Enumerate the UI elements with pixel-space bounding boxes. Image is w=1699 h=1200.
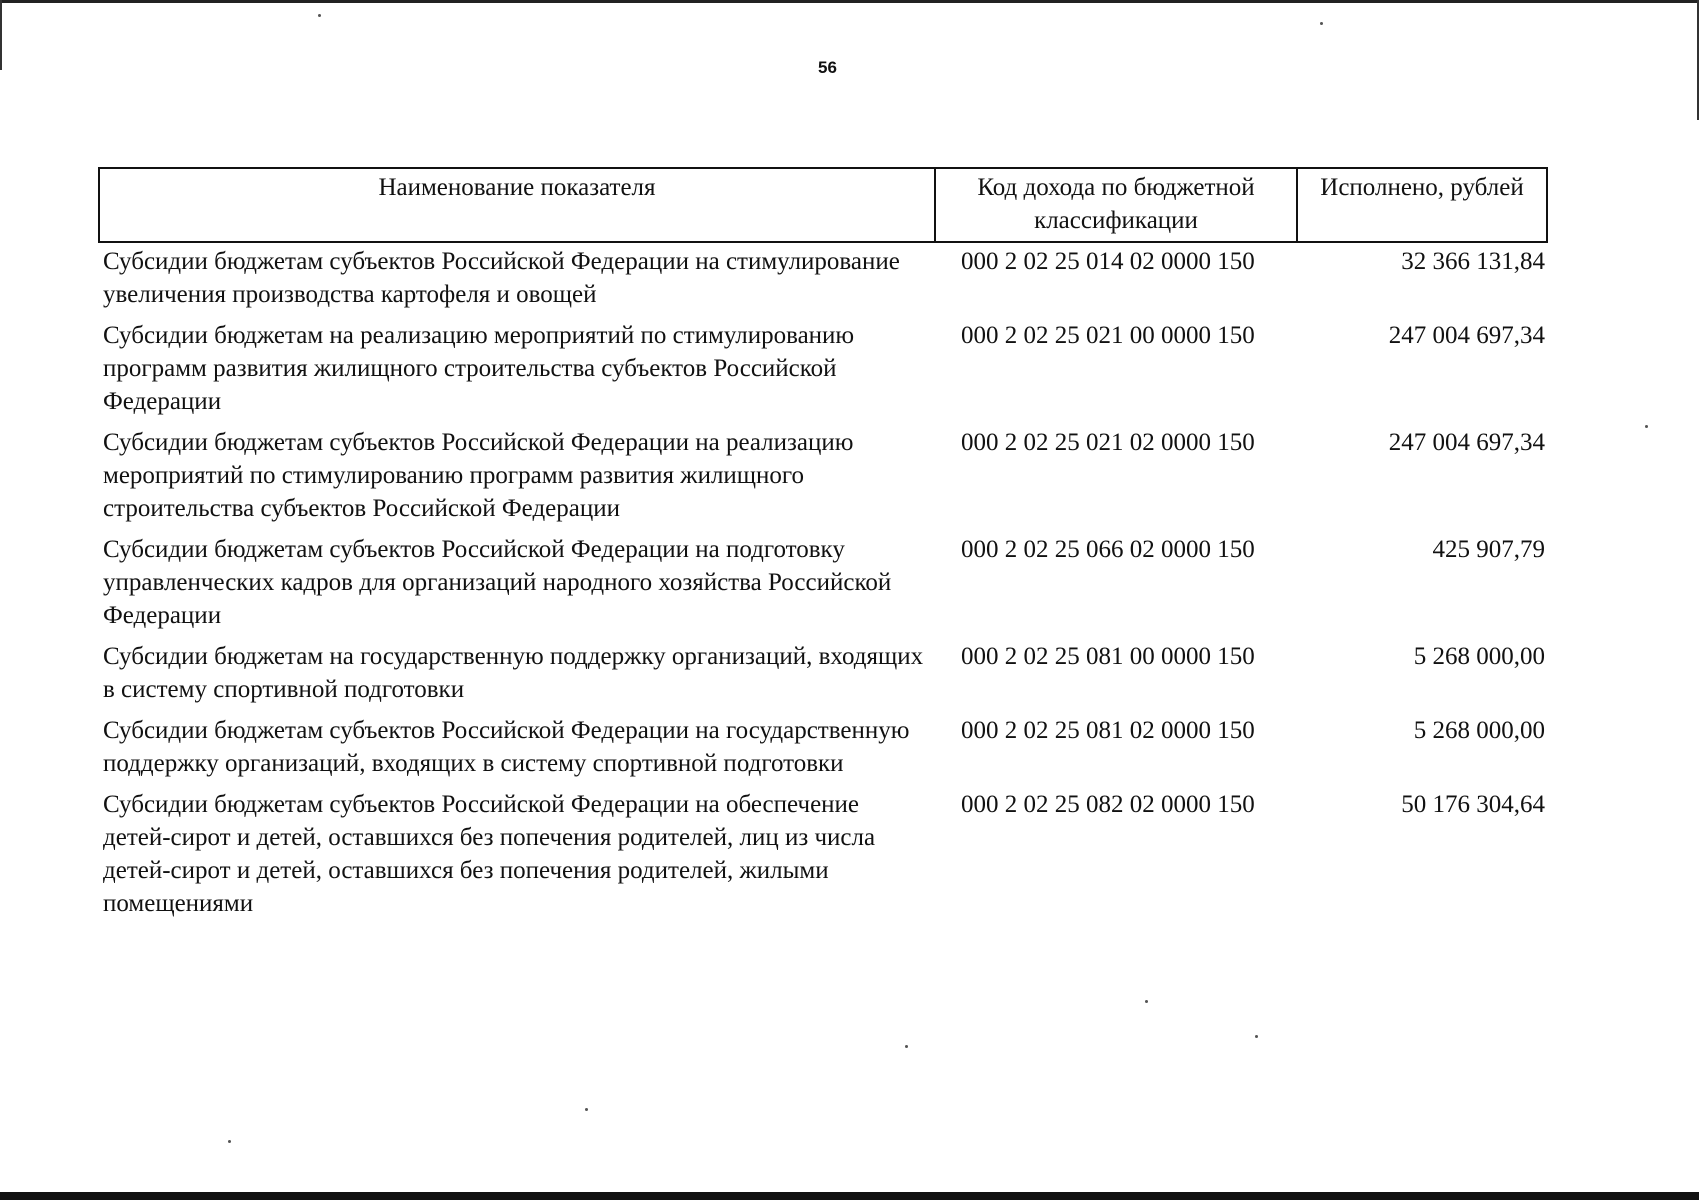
row-amount: 5 268 000,00 [1413,717,1545,744]
left-scan-edge [0,0,2,70]
row-code: 000 2 02 25 081 02 0000 150 [961,717,1255,744]
scan-speck [1255,1035,1258,1038]
row-name: Субсидии бюджетам на государственную поддержку организаций, входящих в систему спортивной подготовки [103,643,924,703]
row-code: 000 2 02 25 082 02 0000 150 [961,791,1255,818]
table-row [99,426,1547,533]
scan-speck [1645,425,1648,428]
header-name: Наименование показателя [99,168,935,242]
row-amount: 50 176 304,64 [1401,791,1545,818]
row-code: 000 2 02 25 014 02 0000 150 [961,248,1255,275]
row-code: 000 2 02 25 021 00 0000 150 [961,322,1255,349]
scan-speck [905,1045,908,1048]
row-code: 000 2 02 25 066 02 0000 150 [961,536,1255,563]
row-name: Субсидии бюджетам субъектов Российской Федерации на подготовку управленческих кадров для организаций народного хозяйства Российской Федерации [103,536,892,629]
row-amount: 5 268 000,00 [1413,643,1545,670]
scan-speck [1145,1000,1148,1003]
revenue-table [98,167,1548,928]
scan-speck [318,14,321,17]
scan-speck [585,1108,588,1111]
top-border [0,0,1699,3]
row-code: 000 2 02 25 021 02 0000 150 [961,429,1255,456]
table-header-row [99,168,1547,242]
table-row [99,640,1547,714]
row-name: Субсидии бюджетам субъектов Российской Федерации на обеспечение детей-сирот и детей, оставшихся без попечения родителей, лиц из числа детей-сирот и детей, оставшихся без попечения родителей, жилыми помещениями [103,791,876,917]
row-code: 000 2 02 25 081 00 0000 150 [961,643,1255,670]
header-code: Код дохода по бюджетной классификации [935,168,1297,242]
table-row [99,242,1547,319]
row-name: Субсидии бюджетам на реализацию мероприятий по стимулированию программ развития жилищного строительства субъектов Российской Федерации [103,322,855,415]
table-row [99,319,1547,426]
table-row [99,714,1547,788]
table-row [99,788,1547,928]
scan-speck [1320,22,1323,25]
row-amount: 425 907,79 [1432,536,1545,563]
bottom-border [0,1192,1699,1200]
table-row [99,533,1547,640]
row-name: Субсидии бюджетам субъектов Российской Федерации на государственную поддержку организаций, входящих в систему спортивной подготовки [103,717,910,777]
row-name: Субсидии бюджетам субъектов Российской Федерации на реализацию мероприятий по стимулированию программ развития жилищного строительства субъектов Российской Федерации [103,429,854,522]
scan-speck [228,1140,231,1143]
page-number: 56 [818,58,837,77]
row-name: Субсидии бюджетам субъектов Российской Федерации на стимулирование увеличения производства картофеля и овощей [103,248,900,308]
row-amount: 32 366 131,84 [1401,248,1545,275]
header-amount: Исполнено, рублей [1297,168,1547,242]
row-amount: 247 004 697,34 [1388,429,1545,456]
row-amount: 247 004 697,34 [1388,322,1545,349]
